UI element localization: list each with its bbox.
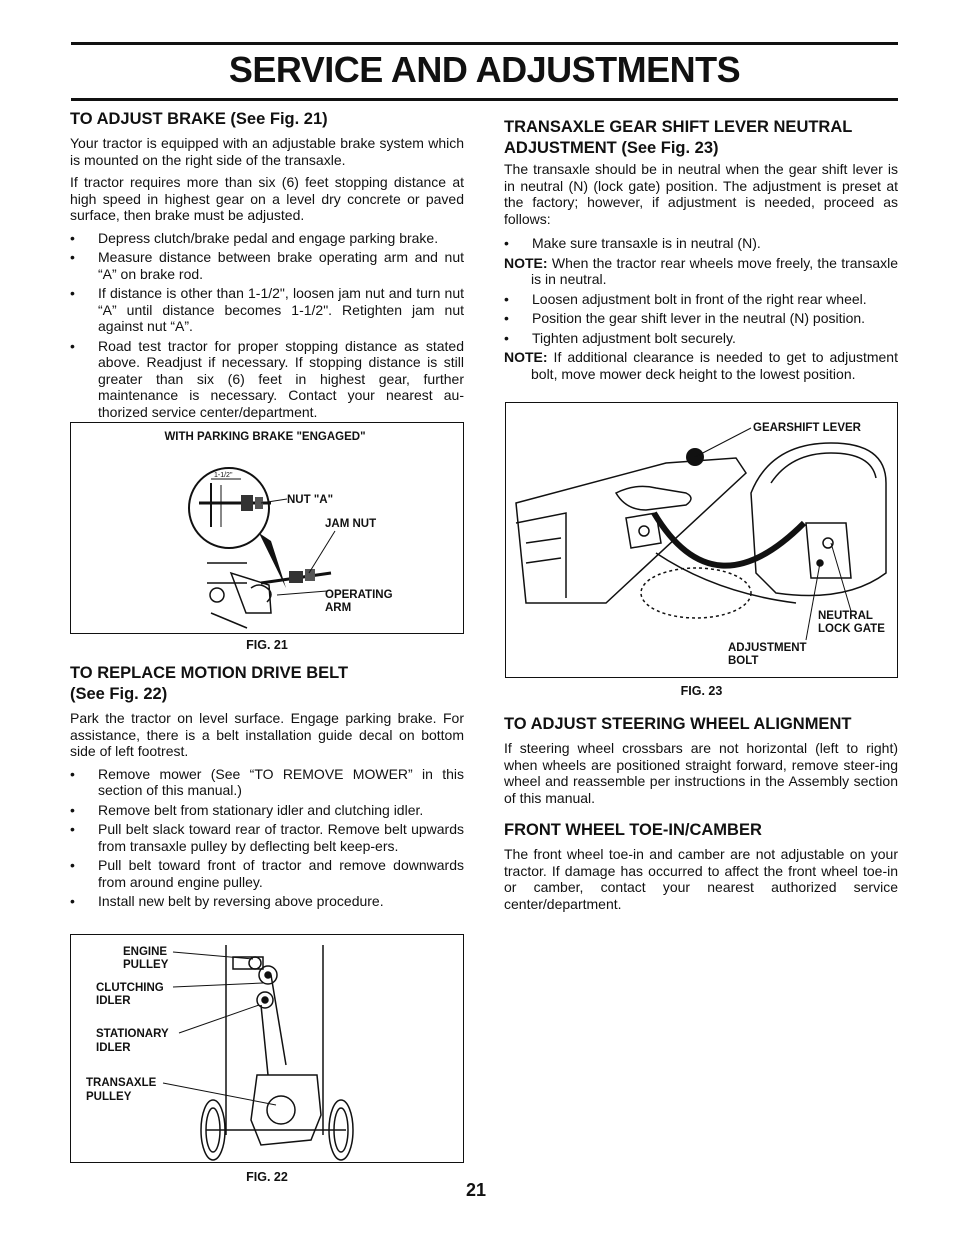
leader-line — [179, 1005, 259, 1033]
steering-text: If steering wheel crossbars are not horizontal (left to right) when wheels are positioned straight forward, remove steer-ing wheel and reassemble per instructions in the Assembly section of this manual. — [504, 740, 898, 806]
list-item: • Pull belt toward front of tractor and remove downwards from around engine pulley. — [70, 857, 464, 890]
top-rule — [71, 42, 898, 45]
brake-detail-circle — [189, 468, 271, 548]
list-item: • Measure distance between brake operating arm and nut “A” on brake rod. — [70, 249, 464, 282]
neutral-lock-gate-label-2: LOCK GATE — [818, 623, 885, 635]
list-item: • Remove mower (See “TO REMOVE MOWER” in this section of this manual.) — [70, 766, 464, 799]
jam-nut-label: JAM NUT — [325, 518, 377, 530]
fig23-caption: FIG. 23 — [680, 684, 723, 698]
list-item: • Remove belt from stationary idler and clutching idler. — [70, 802, 464, 819]
leader-line — [309, 531, 335, 573]
transaxle-pulley-label-1: TRANSAXLE — [86, 1077, 157, 1089]
list-item: • Road test tractor for proper stopping distance as stated above. Readjust if necessary. If stopping distance is still greater than six (6) feet in highest gear, further maintenance is necessary. Contact your nearest au-thorized service center/department. — [70, 338, 464, 421]
fig21-caption: FIG. 21 — [246, 638, 288, 652]
clutching-idler-label-1: CLUTCHING — [96, 982, 164, 994]
belt-heading-1: TO REPLACE MOTION DRIVE BELT — [70, 664, 349, 682]
brake-condition: If tractor requires more than six (6) feet stopping distance at high speed in highest gear on a level dry concrete or paved surface, then brake must be adjusted. — [70, 174, 464, 223]
transaxle-intro: The transaxle should be in neutral when the gear shift lever is in neutral (N) (lock gate) position. The adjustment is preset at the factory; however, if adjustment is needed, proceed as follows: — [504, 161, 898, 227]
gearshift-diagram — [516, 443, 886, 618]
title-rule — [71, 98, 898, 101]
adjustment-bolt-label-2: BOLT — [728, 655, 759, 667]
left-column — [70, 109, 464, 426]
list-item: • Install new belt by reversing above procedure. — [70, 893, 464, 910]
leader-line — [173, 983, 263, 987]
list-item: • Depress clutch/brake pedal and engage parking brake. — [70, 230, 464, 247]
fig22-caption: FIG. 22 — [246, 1170, 288, 1184]
transaxle-note-2 — [504, 349, 898, 382]
steering-section — [504, 714, 898, 918]
brake-intro: Your tractor is equipped with an adjustable brake system which is mounted on the right side of the transaxle. — [70, 135, 464, 168]
operating-arm-label-1: OPERATING — [325, 589, 393, 601]
engine-pulley-label-2: PULLEY — [123, 959, 169, 971]
dimension-label: 1-1/2" — [214, 472, 233, 479]
figure-22 — [70, 934, 464, 1163]
list-item: • Loosen adjustment bolt in front of the right rear wheel. — [504, 291, 898, 308]
page-title: SERVICE AND ADJUSTMENTS — [228, 49, 741, 90]
leader-line — [695, 428, 751, 457]
belt-section — [70, 663, 464, 916]
list-item: • Make sure transaxle is in neutral (N). — [504, 235, 898, 252]
leader-line — [277, 591, 327, 595]
leader-line — [261, 499, 287, 503]
brake-heading: TO ADJUST BRAKE (See Fig. 21) — [70, 110, 328, 128]
figure-21 — [70, 422, 464, 634]
transaxle-heading-1: TRANSAXLE GEAR SHIFT LEVER NEUTRAL — [504, 118, 853, 136]
belt-drive-diagram — [201, 945, 353, 1160]
right-column — [504, 117, 898, 385]
list-item: • Pull belt slack toward rear of tractor. Remove belt upwards from transaxle pulley by deflecting belt keep-ers. — [70, 821, 464, 854]
toein-text: The front wheel toe-in and camber are not adjustable on your tractor. If damage has occurred to affect the front wheel toe-in or camber, contact your nearest authorized service center/department. — [504, 846, 898, 912]
figure-23 — [505, 402, 898, 678]
belt-heading-2: (See Fig. 22) — [70, 685, 168, 703]
list-item: • Tighten adjustment bolt securely. — [504, 330, 898, 347]
leader-line — [163, 1083, 276, 1105]
note-text: When the tractor rear wheels move freely, the transaxle is in neutral. — [531, 254, 898, 287]
brake-steps — [70, 230, 464, 421]
engine-pulley-label-1: ENGINE — [123, 946, 168, 958]
neutral-lock-gate-label-1: NEUTRAL — [818, 610, 873, 622]
transaxle-note-1 — [504, 255, 898, 288]
note-label: NOTE: — [504, 349, 548, 365]
adjustment-bolt-label-1: ADJUSTMENT — [728, 642, 807, 654]
steering-heading: TO ADJUST STEERING WHEEL ALIGNMENT — [504, 715, 852, 733]
fig21-header: WITH PARKING BRAKE "ENGAGED" — [164, 431, 366, 443]
belt-intro: Park the tractor on level surface. Engage parking brake. For assistance, there is a belt installation guide decal on bottom side of left footrest. — [70, 710, 464, 759]
note-label: NOTE: — [504, 254, 548, 271]
clutching-idler-label-2: IDLER — [96, 995, 131, 1007]
list-item: • If distance is other than 1-1/2", loosen jam nut and turn nut “A” until distance becomes 1-1/2". Retighten jam nut against nut “A”. — [70, 285, 464, 335]
operating-arm-label-2: ARM — [325, 602, 352, 614]
list-item: • Position the gear shift lever in the neutral (N) position. — [504, 310, 898, 327]
nut-a-label: NUT "A" — [287, 494, 334, 506]
transaxle-steps-b — [504, 291, 898, 347]
belt-steps — [70, 766, 464, 910]
transaxle-step-a — [504, 235, 898, 252]
transaxle-pulley-label-2: PULLEY — [86, 1091, 132, 1103]
gearshift-lever-label: GEARSHIFT LEVER — [753, 422, 861, 434]
leader-line — [173, 952, 253, 959]
callout-arc — [654, 513, 804, 566]
page-number: 21 — [466, 1180, 487, 1200]
brake-mechanism — [207, 563, 331, 628]
stationary-idler-label-2: IDLER — [96, 1042, 131, 1054]
transaxle-heading-2: ADJUSTMENT (See Fig. 23) — [504, 139, 719, 157]
toein-heading: FRONT WHEEL TOE-IN/CAMBER — [504, 821, 762, 839]
note-text: If additional clearance is needed to get to adjustment bolt, move mower deck height to the lowest position. — [531, 349, 898, 382]
stationary-idler-label-1: STATIONARY — [96, 1028, 169, 1040]
